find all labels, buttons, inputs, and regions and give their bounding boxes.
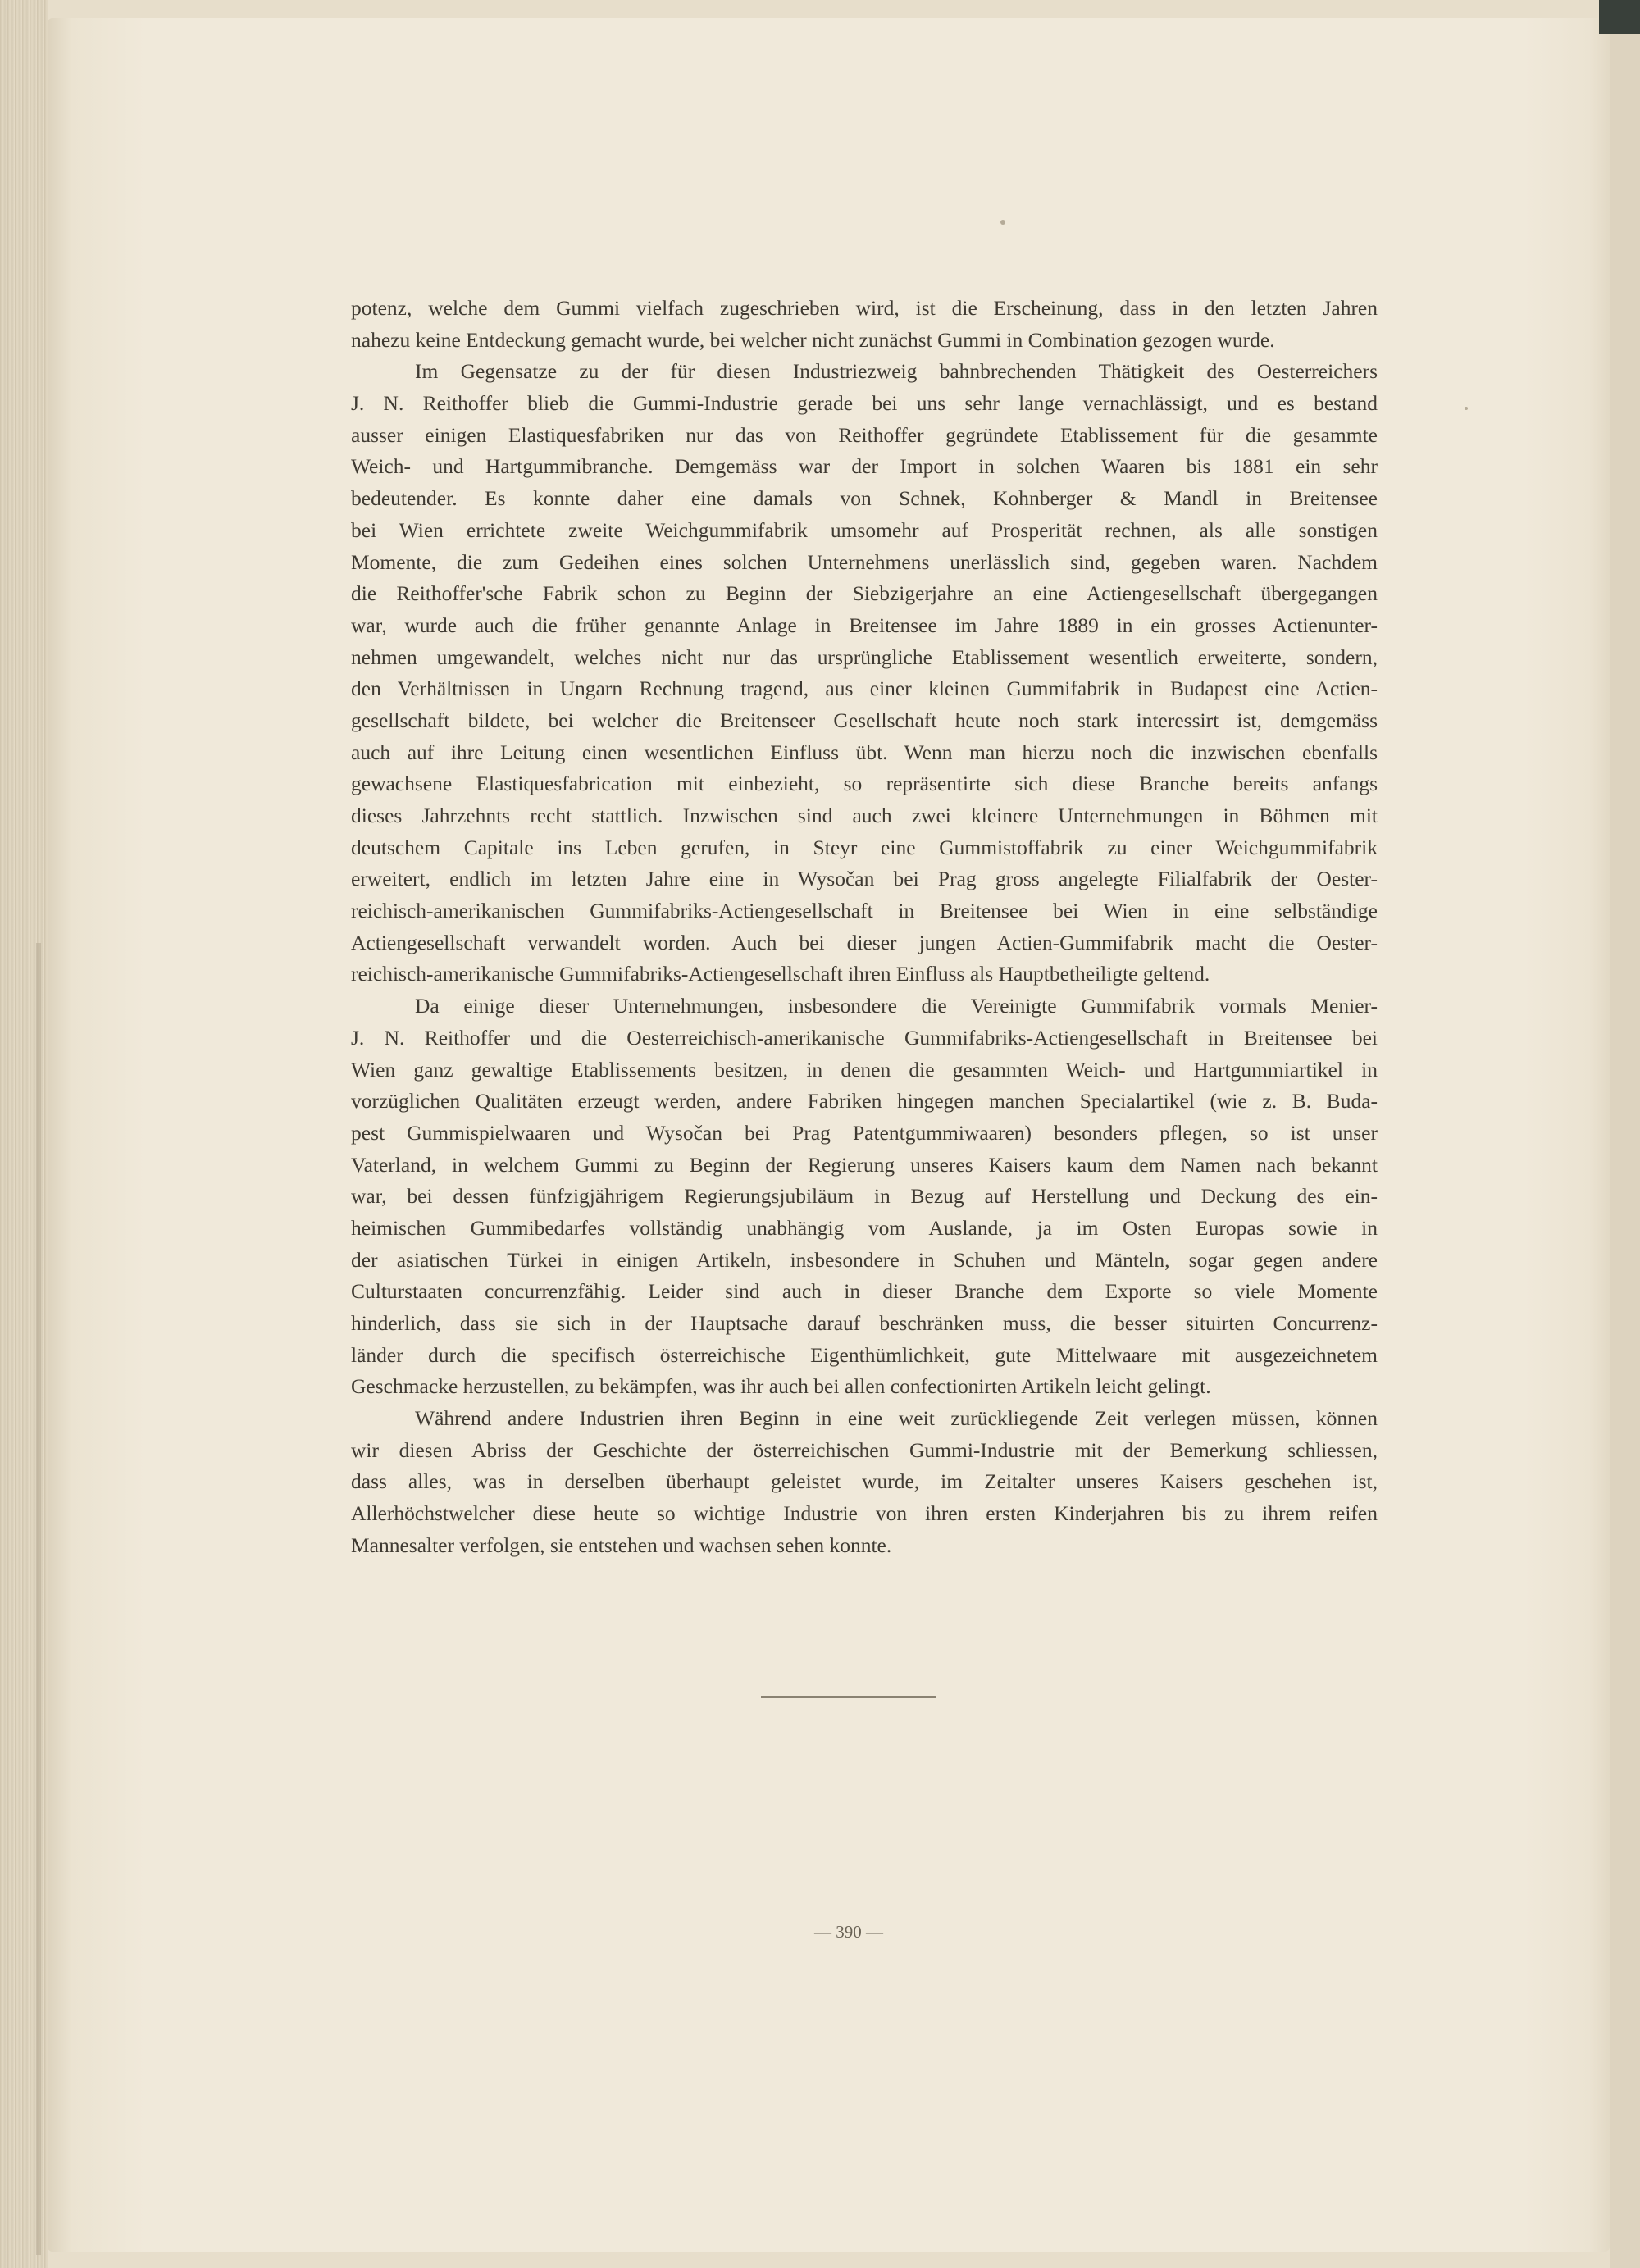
right-page-edge (1610, 0, 1640, 2268)
text-line: die Reithoffer'sche Fabrik schon zu Beginn der Siebzigerjahre an eine Actiengesellschaft übergegangen (351, 581, 1378, 606)
paragraph (351, 1403, 1378, 1561)
text-line: Wien ganz gewaltige Etablissements besitzen, in denen die gesammten Weich- und Hartgummiartikel in (351, 1057, 1378, 1082)
text-line: nahezu keine Entdeckung gemacht wurde, bei welcher nicht zunächst Gummi in Combination gezogen wurde. (351, 327, 1275, 352)
paragraph (351, 356, 1378, 991)
body-text (351, 293, 1378, 1562)
scanner-corner-mark (1599, 0, 1640, 34)
text-line: Allerhöchstwelcher diese heute so wichtige Industrie von ihren ersten Kinderjahren bis zu ihrem reifen (351, 1501, 1378, 1526)
text-line: war, wurde auch die früher genannte Anlage in Breitensee im Jahre 1889 in ein grosses Actienunter- (351, 613, 1378, 637)
text-line: Actiengesellschaft verwandelt worden. Auch bei dieser jungen Actien-Gummifabrik macht die Oester- (351, 930, 1378, 954)
text-line: Weich- und Hartgummibranche. Demgemäss war der Import in solchen Waaren bis 1881 ein sehr (351, 454, 1378, 479)
text-line: erweitert, endlich im letzten Jahre eine in Wysočan bei Prag gross angelegte Filialfabrik der Oester- (351, 867, 1378, 891)
text-line: bedeutender. Es konnte daher eine damals von Schnek, Kohnberger & Mandl in Breitensee (351, 486, 1378, 511)
text-line: heimischen Gummibedarfes vollständig unabhängig vom Auslande, ja im Osten Europas sowie in (351, 1215, 1378, 1240)
text-line: bei Wien errichtete zweite Weichgummifabrik umsomehr auf Prosperität rechnen, als alle sonstigen (351, 517, 1378, 542)
text-line: den Verhältnissen in Ungarn Rechnung tragend, aus einer kleinen Gummifabrik in Budapest eine Actien- (351, 676, 1378, 701)
text-line: Momente, die zum Gedeihen eines solchen Unternehmens unerlässlich sind, gegeben waren. Nachdem (351, 549, 1378, 574)
text-line: war, bei dessen fünfzigjährigem Regierungsjubiläum in Bezug auf Herstellung und Deckung des ein- (351, 1184, 1378, 1209)
paragraph (351, 293, 1378, 356)
text-line: ausser einigen Elastiquesfabriken nur das von Reithoffer gegründete Etablissement für die gesammte (351, 422, 1378, 447)
text-line: Geschmacke herzustellen, zu bekämpfen, was ihr auch bei allen confectionirten Artikeln leicht gelingt. (351, 1374, 1211, 1399)
paragraph (351, 991, 1378, 1403)
text-line: vorzüglichen Qualitäten erzeugt werden, andere Fabriken hingegen manchen Specialartikel (wie z. B. Buda- (351, 1089, 1378, 1114)
text-line: reichisch-amerikanischen Gummifabriks-Actiengesellschaft in Breitensee bei Wien in eine selbständige (351, 899, 1378, 923)
paper-speck (1000, 220, 1005, 225)
text-line: J. N. Reithoffer und die Oesterreichisch-amerikanische Gummifabriks-Actiengesellschaft in Breitensee bei (351, 1025, 1378, 1050)
text-line: Da einige dieser Unternehmungen, insbesondere die Vereinigte Gummifabrik vormals Menier- (415, 994, 1378, 1018)
text-line: potenz, welche dem Gummi vielfach zugeschrieben wird, ist die Erscheinung, dass in den letzten Jahren (351, 296, 1378, 320)
text-line: J. N. Reithoffer blieb die Gummi-Industrie gerade bei uns sehr lange vernachlässigt, und es bestand (351, 391, 1378, 416)
text-line: länder durch die specifisch österreichische Eigenthümlichkeit, gute Mittelwaare mit ausgezeichnetem (351, 1342, 1378, 1367)
text-line: Während andere Industrien ihren Beginn in eine weit zurückliegende Zeit verlegen müssen, können (415, 1406, 1378, 1431)
text-line: pest Gummispielwaaren und Wysočan bei Prag Patentgummiwaaren) besonders pflegen, so ist unser (351, 1120, 1378, 1145)
paper-speck (1465, 407, 1468, 410)
text-line: wir diesen Abriss der Geschichte der österreichischen Gummi-Industrie mit der Bemerkung schliessen, (351, 1437, 1378, 1462)
binding-shadow (36, 943, 41, 2255)
text-line: gesellschaft bildete, bei welcher die Breitenseer Gesellschaft heute noch stark interessirt ist, demgemäss (351, 708, 1378, 732)
text-line: Mannesalter verfolgen, sie entstehen und wachsen sehen konnte. (351, 1532, 892, 1557)
text-line: auch auf ihre Leitung einen wesentlichen Einfluss übt. Wenn man hierzu noch die inzwischen ebenfalls (351, 740, 1378, 764)
text-line: dieses Jahrzehnts recht stattlich. Inzwischen sind auch zwei kleinere Unternehmungen in Böhmen mit (351, 804, 1378, 827)
page-number: — 390 — (814, 1922, 883, 1942)
text-line: reichisch-amerikanische Gummifabriks-Actiengesellschaft ihren Einfluss als Hauptbetheiligte geltend. (351, 962, 1210, 986)
text-line: Im Gegensatze zu der für diesen Industriezweig bahnbrechenden Thätigkeit des Oesterreichers (415, 359, 1378, 384)
text-line: dass alles, was in derselben überhaupt geleistet wurde, im Zeitalter unseres Kaisers geschehen ist, (351, 1469, 1378, 1494)
section-end-rule (761, 1696, 936, 1698)
text-line: deutschem Capitale ins Leben gerufen, in Steyr eine Gummistoffabrik zu einer Weichgummifabrik (351, 835, 1378, 859)
text-line: nehmen umgewandelt, welches nicht nur das ursprüngliche Etablissement wesentlich erweiterte, sondern, (351, 644, 1378, 669)
text-line: Vaterland, in welchem Gummi zu Beginn der Regierung unseres Kaisers kaum dem Namen nach bekannt (351, 1152, 1378, 1177)
text-line: der asiatischen Türkei in einigen Artikeln, insbesondere in Schuhen und Mänteln, sogar gegen andere (351, 1247, 1378, 1272)
text-line: gewachsene Elastiquesfabrication mit einbezieht, so repräsentirte sich diese Branche bereits anfangs (351, 772, 1378, 796)
text-line: Culturstaaten concurrenzfähig. Leider sind auch in dieser Branche dem Exporte so viele Momente (351, 1279, 1378, 1304)
text-line: hinderlich, dass sie sich in der Hauptsache darauf beschränken muss, die besser situirten Concurrenz- (351, 1311, 1378, 1335)
